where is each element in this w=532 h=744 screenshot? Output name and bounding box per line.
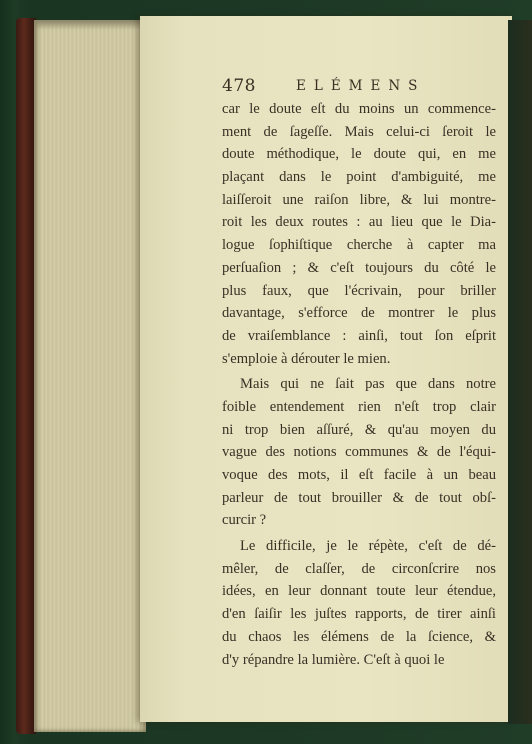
paragraph (222, 535, 496, 671)
text-line: roit les deux routes : au lieu que le Dia- (222, 214, 496, 231)
body-text (222, 98, 496, 671)
text-line: plaçant dans le point d'ambiguité, me (222, 169, 496, 186)
facing-page-shadow (508, 20, 532, 724)
text-line: curcir ? (222, 512, 267, 529)
text-line: mêler, de claſſer, de circonſcrire nos (222, 560, 496, 577)
page-edges (34, 20, 146, 732)
page-header (222, 76, 492, 100)
text-line: du chaos les élémens de la ſcience, & (222, 628, 496, 645)
text-line: laiſſeroit une raiſon libre, & lui montre- (222, 191, 496, 208)
text-line: car le doute eſt du moins un commence- (222, 101, 496, 117)
text-line: de vraiſemblance : ainſi, tout ſon eſprit (222, 327, 496, 344)
text-line: vague des notions communes & de l'équi- (222, 444, 496, 461)
page-number: 478 (222, 76, 256, 96)
text-line: logue ſophiſtique cherche à capter ma (222, 237, 496, 254)
text-line: parleur de tout brouiller & de tout obſ- (222, 489, 496, 506)
text-line: voque des mots, il eſt facile à un beau (222, 467, 496, 483)
text-line: plus faux, que l'écrivain, pour briller (222, 282, 496, 299)
text-line: doute méthodique, le doute qui, en me (222, 146, 496, 163)
running-title: ELÉMENS (296, 78, 426, 94)
text-line: ment de ſageſſe. Mais celui-ci ſeroit le (222, 123, 496, 140)
paragraph (222, 98, 496, 370)
book-spine (16, 18, 36, 734)
text-line: s'emploie à dérouter le mien. (222, 350, 391, 367)
paragraph (222, 373, 496, 532)
text-line: idées, en leur donnant toute leur étendue, (222, 583, 496, 600)
text-line: foible entendement rien n'eſt trop clair (222, 398, 496, 415)
text-line: d'en ſaiſir les juſtes rapports, de tirer ainſi (222, 606, 496, 623)
text-line: Le difficile, je le répète, c'eſt de dé- (240, 538, 496, 555)
text-line: ni trop bien aſſuré, & qu'au moyen du (222, 421, 496, 438)
text-line: davantage, s'efforce de montrer le plus (222, 305, 496, 322)
text-line: Mais qui ne ſait pas que dans notre (240, 376, 496, 393)
text-line: perſuaſion ; & c'eſt toujours du côté le (222, 259, 496, 276)
text-line: d'y répandre la lumière. C'eſt à quoi le (222, 651, 445, 668)
